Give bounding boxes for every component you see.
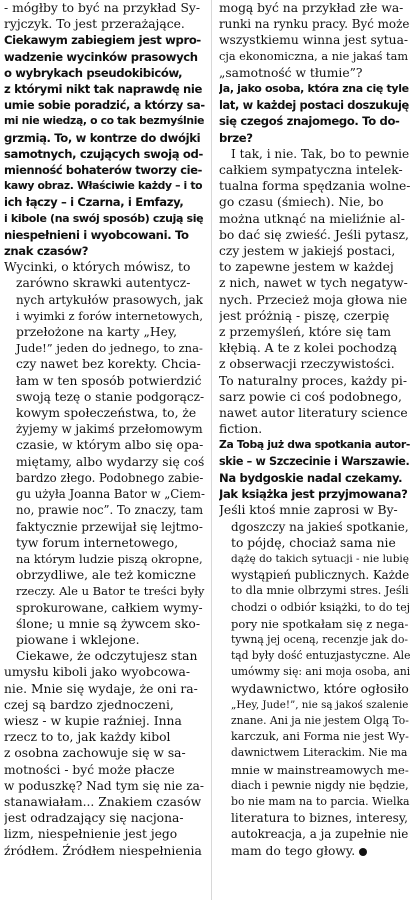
article-column-left <box>4 0 205 900</box>
answer-line: obrzydliwe, ale też komiczne <box>16 568 197 583</box>
question-line: Za Tobą już dwa spotkania autor- <box>219 438 410 452</box>
answer-line: literatura to biznes, interesy, <box>231 811 408 826</box>
answer-line: sarz powie ci coś podobnego, <box>219 389 402 404</box>
question-line: niespełnieni i wyobcowani. To <box>4 227 189 242</box>
answer-line: bo nie mam na to parcia. Wielka <box>231 794 410 808</box>
answer-line: wydawnictwo, które ogłosiło <box>231 681 409 696</box>
answer-line: na którym ludzie piszą okropne, <box>16 551 203 566</box>
answer-line: „Hey, Jude!”, nie są jakoś szalenie <box>231 698 409 711</box>
answer-line: Wycinki, o których mówisz, to <box>4 260 191 275</box>
question-line: i kibole (na swój sposób) czują się <box>4 211 204 225</box>
answer-line: karczuk, ani Forma nie jest Wy- <box>231 730 409 744</box>
answer-line: to dla mnie olbrzymi stres. Jeśli <box>231 584 409 598</box>
answer-line: wystąpień publicznych. Każde <box>231 568 410 583</box>
article-column-right <box>219 0 410 900</box>
question-line: z którymi nikt tak naprawdę nie <box>4 82 203 97</box>
paragraph <box>219 0 410 81</box>
question-line: skie – w Szczecinie i Warszawie. <box>219 454 410 468</box>
answer-line: nie. Mnie się wydaje, że oni ra- <box>4 681 198 696</box>
question-line: mienność bohaterów tworzy cie- <box>4 163 202 178</box>
answer-line: umysłu kiboli jako wyobcowa- <box>4 665 191 680</box>
answer-line: no, prawie noc”. To znaczy, tam <box>16 503 204 518</box>
answer-line: z obserwacji rzeczywistości. <box>219 357 395 372</box>
answer-line: gu użyła Joanna Bator w „Ciem- <box>16 487 205 502</box>
answer-line: Jeśli ktoś mnie zaprosi w By- <box>219 503 398 518</box>
answer-line: Jude!” jeden do jednego, to zna- <box>16 341 203 356</box>
answer-line: to zapewne jestem w każdej <box>219 260 394 275</box>
answer-line: faktycznie przewijał się lejtmo- <box>16 519 203 534</box>
paragraph <box>219 81 410 146</box>
answer-line: tywną jej oceną, recenzje jak do- <box>231 632 409 646</box>
question-line: umie sobie poradzić, a którzy sa- <box>4 98 205 113</box>
paragraph <box>4 0 205 32</box>
answer-line: „samotność w tłumie”? <box>219 65 363 80</box>
answer-line: całkiem sympatyczna intelek- <box>219 163 403 178</box>
question-line: kawy obraz. Właściwie każdy – i to <box>4 179 203 193</box>
question-line: Ja, jako osoba, która zna cię tyle <box>219 82 409 96</box>
answer-line: z osobna zachowuje się w sa- <box>4 746 186 761</box>
answer-line: nych. Przecież moja głowa nie <box>219 292 408 307</box>
answer-line: nych artykułów prasowych, jak <box>16 292 203 307</box>
question-line: się czegoś znajomego. To do- <box>219 114 400 129</box>
answer-line: kowym społeczeństwa, to, że <box>16 406 197 421</box>
answer-line: umówmy się: ani moja osoba, ani <box>231 665 410 679</box>
answer-line: swoją tezę o stanie podgorącz- <box>16 389 205 404</box>
answer-line: - mógłby to być na przykład Sy- <box>4 1 200 15</box>
question-line: brze? <box>219 130 253 145</box>
answer-line: miętamy, albo wydarzy się coś <box>16 454 205 469</box>
answer-line: rzeczy. Ale u Bator te treści były <box>16 584 205 599</box>
answer-line: dążę do takich sytuacji - nie lubię <box>231 552 409 565</box>
answer-line: Ciekawe, że odczytujesz stan <box>16 649 198 664</box>
answer-line: rzecz to to, jak każdy kibol <box>4 730 171 745</box>
answer-line: diach i pewnie nigdy nie będzie, <box>231 778 409 792</box>
answer-line: w poduszkę? Nad tym się nie za- <box>4 778 204 793</box>
question-line: o wybrykach pseudokibiców, <box>4 65 183 80</box>
question-line: Jak książka jest przyjmowana? <box>219 487 408 502</box>
answer-line: runki na rynku pracy. Być może <box>219 17 410 32</box>
answer-line: go czasu (śmiech). Nie, bo <box>219 195 384 210</box>
answer-line: sprokurowane, całkiem wymy- <box>16 600 203 615</box>
answer-line: dgoszczy na jakieś spotkanie, <box>231 519 409 534</box>
answer-line: wiesz - w kupie raźniej. Inna <box>4 713 182 728</box>
answer-line: kłębią. A te z kolei pochodzą <box>219 341 398 356</box>
answer-line: z nich, nawet w tych negatyw- <box>219 276 408 291</box>
answer-line: lizm, niespełnienie jest jego <box>4 827 178 842</box>
answer-line: można utknąć na mieliźnie al- <box>219 211 405 226</box>
answer-line: i wyimki z forów internetowych, <box>16 308 203 323</box>
answer-line: dawnictwem Literackim. Nie ma <box>231 746 408 760</box>
answer-line: bardzo złego. Podobnego zabie- <box>16 470 204 485</box>
question-line: Ciekawym zabiegiem jest wpro- <box>4 33 201 48</box>
answer-line: I tak, i nie. Tak, bo to pewnie <box>231 146 410 161</box>
answer-line: czy jestem w jakiejś postaci, <box>219 244 396 259</box>
answer-line: to pójdę, chociaż sama nie <box>231 535 396 550</box>
answer-line: czasie, w którym albo się opa- <box>16 438 204 453</box>
answer-line: ryjczyk. To jest przerażające. <box>4 17 185 32</box>
answer-line: znane. Ani ja nie jestem Olgą To- <box>231 713 409 727</box>
answer-line: jest odradzający się nacjona- <box>4 811 184 826</box>
answer-line: z przemyśleń, które się tam <box>219 325 391 340</box>
question-line: wadzenie wycinków prasowych <box>4 49 198 64</box>
answer-line: bo dać się zwieść. Jeśli pytasz, <box>219 227 409 242</box>
paragraph <box>219 146 410 438</box>
question-line: lat, w każdej postaci doszukuję <box>219 98 409 113</box>
answer-line: tualna forma spędzania wolne- <box>219 179 410 194</box>
answer-line: stanawiałam... Znakiem czasów <box>4 794 202 809</box>
question-line: ich łączy – i Czarna, i Emfazy, <box>4 195 184 210</box>
answer-line: chodzi o odbiór książki, to do tej <box>231 600 410 614</box>
paragraph <box>4 648 205 859</box>
end-of-article-dot <box>359 848 367 856</box>
answer-line: piowane i wklejone. <box>16 632 140 647</box>
answer-line: czej są bardzo zjednoczeni, <box>4 697 174 712</box>
answer-line: cja ekonomiczna, a nie jakaś tam <box>219 49 409 63</box>
answer-line: tąd były dość entuzjastyczne. Ale <box>231 649 410 663</box>
paragraph <box>219 437 410 502</box>
answer-line: jest próżnią - piszę, czerpię <box>219 308 390 323</box>
question-line: samotnych, czujących swoją od- <box>4 146 203 161</box>
answer-line: fiction. <box>219 422 263 437</box>
answer-line: To naturalny proces, każdy pi- <box>219 373 407 388</box>
answer-line: ślone; u mnie są żywcem sko- <box>16 616 200 631</box>
paragraph <box>4 32 205 259</box>
question-line: grzmią. To, w kontrze do dwójki <box>4 130 201 145</box>
answer-line: mnie w mainstreamowych me- <box>231 762 409 777</box>
paragraph <box>4 259 205 648</box>
answer-line: motności - być może płacze <box>4 762 175 777</box>
column-divider <box>211 0 212 900</box>
answer-line: przełożone na karty „Hey, <box>16 325 178 340</box>
answer-line: autokreacja, a ja zupełnie nie <box>231 827 409 842</box>
answer-line: pory nie spotkałam się z nega- <box>231 616 409 631</box>
answer-line: żyjemy w jakimś przełomowym <box>16 422 203 437</box>
answer-line: tyw forum internetowego, <box>16 535 179 550</box>
question-line: Na bydgoskie nadal czekamy. <box>219 470 403 485</box>
answer-line: mam do tego głowy. <box>219 843 410 859</box>
question-line: mi nie wiedzą, o co tak bezmyślnie <box>4 114 205 128</box>
answer-line: czy nawet bez korekty. Chcia- <box>16 357 201 372</box>
paragraph <box>219 502 410 858</box>
answer-line: mogą być na przykład złe wa- <box>219 1 404 15</box>
answer-line: zarówno skrawki autentycz- <box>16 276 191 291</box>
question-line: znak czasów? <box>4 244 89 259</box>
answer-line: łam w ten sposób potwierdzić <box>16 373 202 388</box>
answer-line: wszystkiemu winna jest sytua- <box>219 33 409 48</box>
answer-line: nawet autor literatury science <box>219 406 408 421</box>
answer-line: źródłem. Źródłem niespełnienia <box>4 843 202 858</box>
